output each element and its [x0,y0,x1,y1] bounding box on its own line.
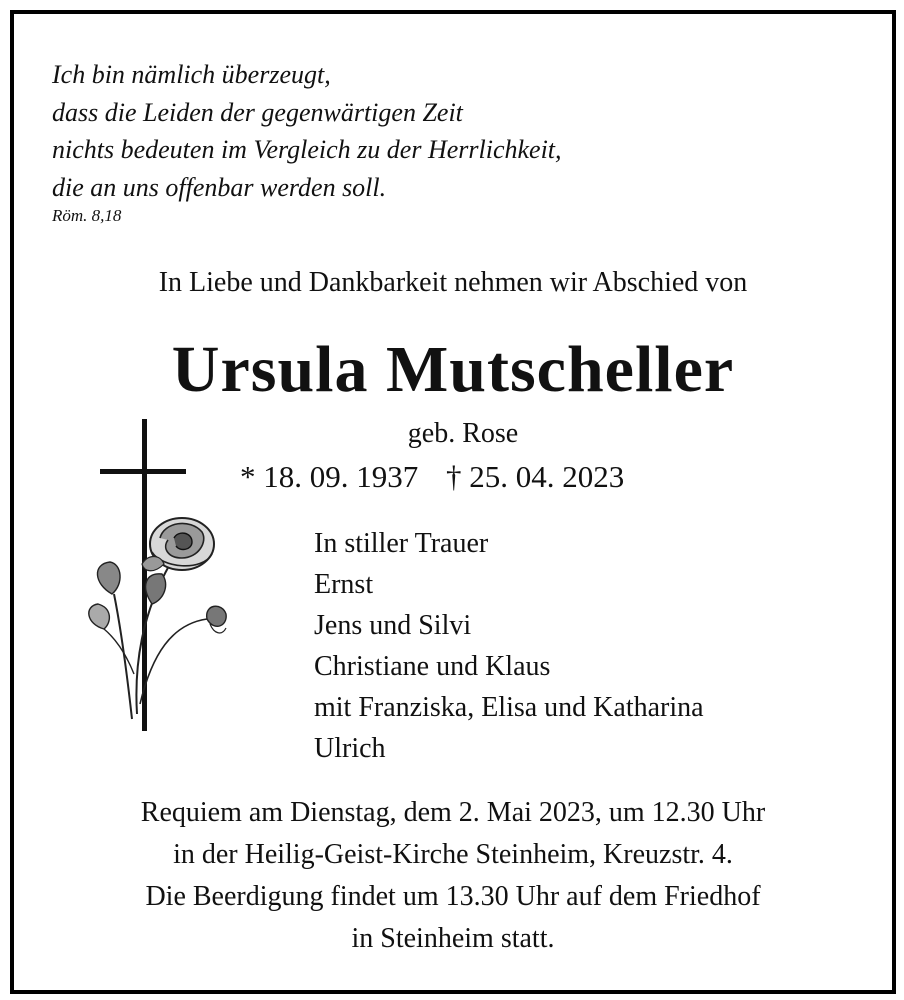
mourner-line: mit Franziska, Elisa und Katharina [314,692,704,723]
mourner-line: Jens und Silvi [314,610,472,641]
mourner-line: Ulrich [314,733,386,764]
verse-reference: Röm. 8,18 [52,206,122,225]
deceased-name: Ursula Mutscheller [171,333,735,406]
life-dates [240,459,644,495]
verse-line: dass die Leiden der gegenwärtigen Zeit [52,97,463,127]
service-line: Die Beerdigung findet um 13.30 Uhr auf dem Friedhof [145,881,761,912]
service-line: Requiem am Dienstag, dem 2. Mai 2023, um 12.30 Uhr [140,797,766,828]
mourner-line: Ernst [314,569,374,600]
bible-verse [52,56,562,206]
service-line: in der Heilig-Geist-Kirche Steinheim, Kreuzstr. 4. [173,839,733,870]
verse-line: Ich bin nämlich überzeugt, [52,60,331,89]
intro-text: In Liebe und Dankbarkeit nehmen wir Abschied von [158,267,748,298]
mourners-list [314,523,704,769]
maiden-name: geb. Rose [407,418,519,449]
service-details [14,792,892,960]
verse-line: die an uns offenbar werden soll. [52,172,387,202]
birth-date: * 18. 09. 1937 [240,459,419,494]
obituary-frame [10,10,896,994]
death-date: † 25. 04. 2023 [446,459,625,494]
cross-with-rose-icon [82,414,232,734]
mourner-line: Christiane und Klaus [314,651,551,682]
verse-line: nichts bedeuten im Vergleich zu der Herrlichkeit, [52,135,562,164]
service-line: in Steinheim statt. [351,923,555,954]
mourner-line: In stiller Trauer [314,528,489,559]
